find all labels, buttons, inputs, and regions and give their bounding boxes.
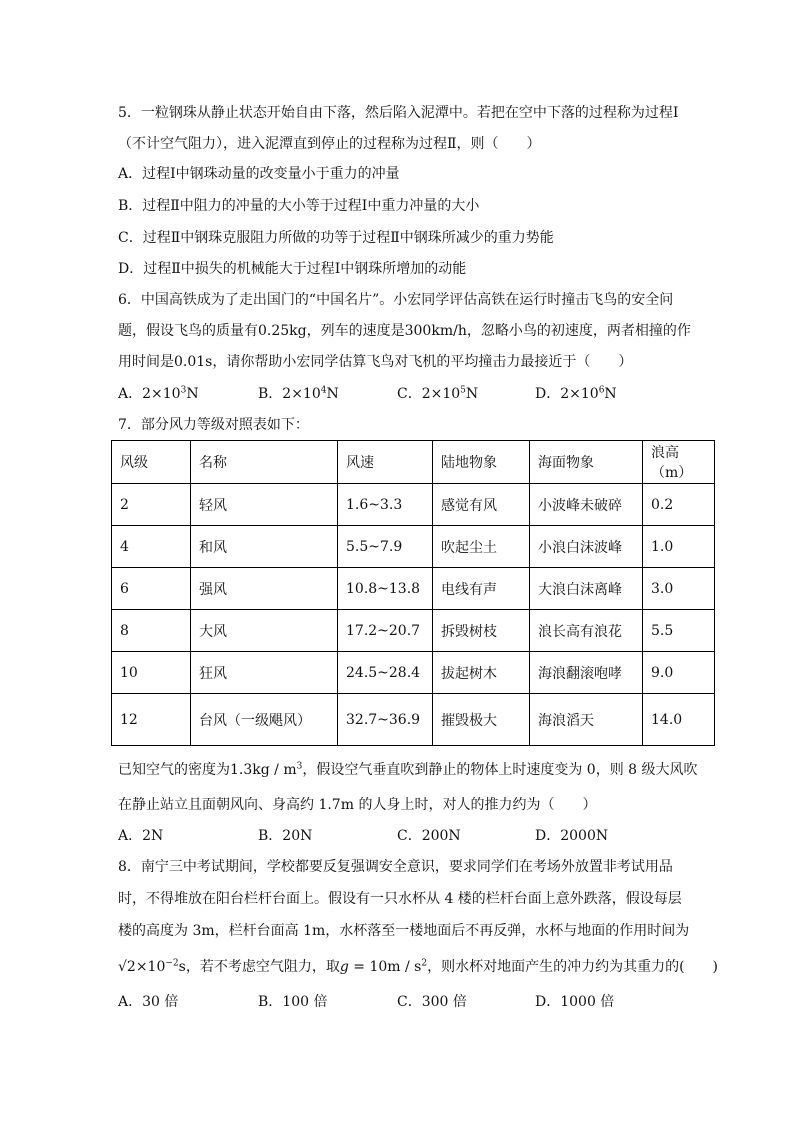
table-cell: 1.6~3.3 <box>338 484 433 526</box>
table-cell: 小波峰未破碎 <box>530 484 643 526</box>
table-cell: 24.5~28.4 <box>338 652 433 694</box>
table-cell: 和风 <box>191 526 338 568</box>
table-cell: 8 <box>112 610 191 652</box>
table-cell: 大风 <box>191 610 338 652</box>
table-header-cell: 名称 <box>191 441 338 484</box>
table-cell: 5.5 <box>643 610 715 652</box>
table-cell: 14.0 <box>643 694 715 746</box>
q6-option-d: D．$2\times 10^6N$ <box>535 385 617 402</box>
table-row <box>112 610 715 652</box>
q5-option-d: D．过程Ⅱ中损失的机械能大于过程Ⅰ中钢珠所增加的动能 <box>118 261 467 277</box>
q8-line3: 楼的高度为 3m，栏杆台面高 1m，水杯落至一楼地面后不再反弹，水杯与地面的作用时间为 <box>118 923 690 939</box>
table-cell: 拆毁树枝 <box>433 610 530 652</box>
table-header-cell: 浪高（m） <box>643 441 715 484</box>
q6-line3: 用时间是0.01s，请你帮助小宏同学估算飞鸟对飞机的平均撞击力最接近于（ ） <box>118 354 633 370</box>
table-cell: 感觉有风 <box>433 484 530 526</box>
q5-option-a: A．过程Ⅰ中钢珠动量的改变量小于重力的冲量 <box>118 166 400 182</box>
table-cell: 电线有声 <box>433 568 530 610</box>
table-cell: 海浪翻滚咆哮 <box>530 652 643 694</box>
q7-title: 7．部分风力等级对照表如下： <box>118 417 309 433</box>
table-cell: 轻风 <box>191 484 338 526</box>
table-cell: 浪长高有浪花 <box>530 610 643 652</box>
table-row <box>112 652 715 694</box>
sqrt-expression: √2 <box>118 959 136 975</box>
q7-option-c: C．200N <box>397 828 461 844</box>
table-cell: 9.0 <box>643 652 715 694</box>
q5-option-b: B．过程Ⅱ中阻力的冲量的大小等于过程Ⅰ中重力冲量的大小 <box>118 198 480 214</box>
table-cell: 拔起树木 <box>433 652 530 694</box>
table-cell: 大浪白沫离峰 <box>530 568 643 610</box>
table-cell: 3.0 <box>643 568 715 610</box>
table-cell: 10.8~13.8 <box>338 568 433 610</box>
table-cell: 5.5~7.9 <box>338 526 433 568</box>
table-row <box>112 484 715 526</box>
table-cell: 12 <box>112 694 191 746</box>
table-row <box>112 694 715 746</box>
q7-option-a: A．2N <box>118 828 164 844</box>
table-cell: 海浪滔天 <box>530 694 643 746</box>
table-header-row <box>112 441 715 484</box>
q6-option-b: B．$2\times 10^4N$ <box>258 385 339 402</box>
q7-after-line1: 已知空气的密度为$1.3kg / m^3$，假设空气垂直吹到静止的物体上时速度变为 0，则 8 级大风吹 <box>118 761 698 778</box>
q8-line4: $√2\times 10^{-2}s$，若不考虑空气阻力，取$g = 10m / s^2$，则水杯对地面产生的冲力约为其重力的( ) <box>118 958 719 975</box>
table-header-cell: 陆地物象 <box>433 441 530 484</box>
table-cell: 强风 <box>191 568 338 610</box>
table-cell: 2 <box>112 484 191 526</box>
table-cell: 6 <box>112 568 191 610</box>
q8-option-d: D．1000 倍 <box>535 994 615 1010</box>
wind-scale-table <box>111 440 715 746</box>
q8-option-b: B．100 倍 <box>258 994 328 1010</box>
table-cell: 32.7~36.9 <box>338 694 433 746</box>
q7-option-d: D．2000N <box>535 828 609 844</box>
table-cell: 4 <box>112 526 191 568</box>
table-header-cell: 海面物象 <box>530 441 643 484</box>
table-cell: 10 <box>112 652 191 694</box>
table-cell: 小浪白沫波峰 <box>530 526 643 568</box>
table-cell: 狂风 <box>191 652 338 694</box>
q8-option-a: A．30 倍 <box>118 994 179 1010</box>
table-cell: 摧毁极大 <box>433 694 530 746</box>
q6-option-a: A．$2\times 10^3N$ <box>118 385 199 402</box>
q8-line2: 时，不得堆放在阳台栏杆台面上。假设有一只水杯从 4 楼的栏杆台面上意外跌落，假设每层 <box>118 891 682 907</box>
table-row <box>112 526 715 568</box>
table-header-cell: 风级 <box>112 441 191 484</box>
q5-line1: 5．一粒钢珠从静止状态开始自由下落，然后陷入泥潭中。若把在空中下落的过程称为过程Ⅰ <box>118 105 679 121</box>
table-cell: 17.2~20.7 <box>338 610 433 652</box>
q5-line2: （不计空气阻力），进入泥潭直到停止的过程称为过程Ⅱ，则（ ） <box>118 136 541 152</box>
q8-line1: 8．南宁三中考试期间，学校都要反复强调安全意识，要求同学们在考场外放置非考试用品 <box>118 859 673 875</box>
q8-option-c: C．300 倍 <box>397 994 467 1010</box>
table-cell: 1.0 <box>643 526 715 568</box>
table-cell: 吹起尘土 <box>433 526 530 568</box>
q5-option-c: C．过程Ⅱ中钢珠克服阻力所做的功等于过程Ⅱ中钢珠所减少的重力势能 <box>118 230 554 246</box>
q6-line2: 题，假设飞鸟的质量有0.25kg，列车的速度是300km/h，忽略小鸟的初速度，两者相撞的作 <box>118 323 691 339</box>
q7-after-line2: 在静止站立且面朝风向、身高约 1.7m 的人身上时，对人的推力约为（ ） <box>118 797 597 813</box>
q7-option-b: B．20N <box>258 828 313 844</box>
q6-line1: 6．中国高铁成为了走出国门的“中国名片”。小宏同学评估高铁在运行时撞击飞鸟的安全问 <box>118 292 674 308</box>
table-header-cell: 风速 <box>338 441 433 484</box>
table-cell: 0.2 <box>643 484 715 526</box>
table-row <box>112 568 715 610</box>
table-cell: 台风（一级飓风） <box>191 694 338 746</box>
q6-option-c: C．$2\times 10^5N$ <box>397 385 479 402</box>
